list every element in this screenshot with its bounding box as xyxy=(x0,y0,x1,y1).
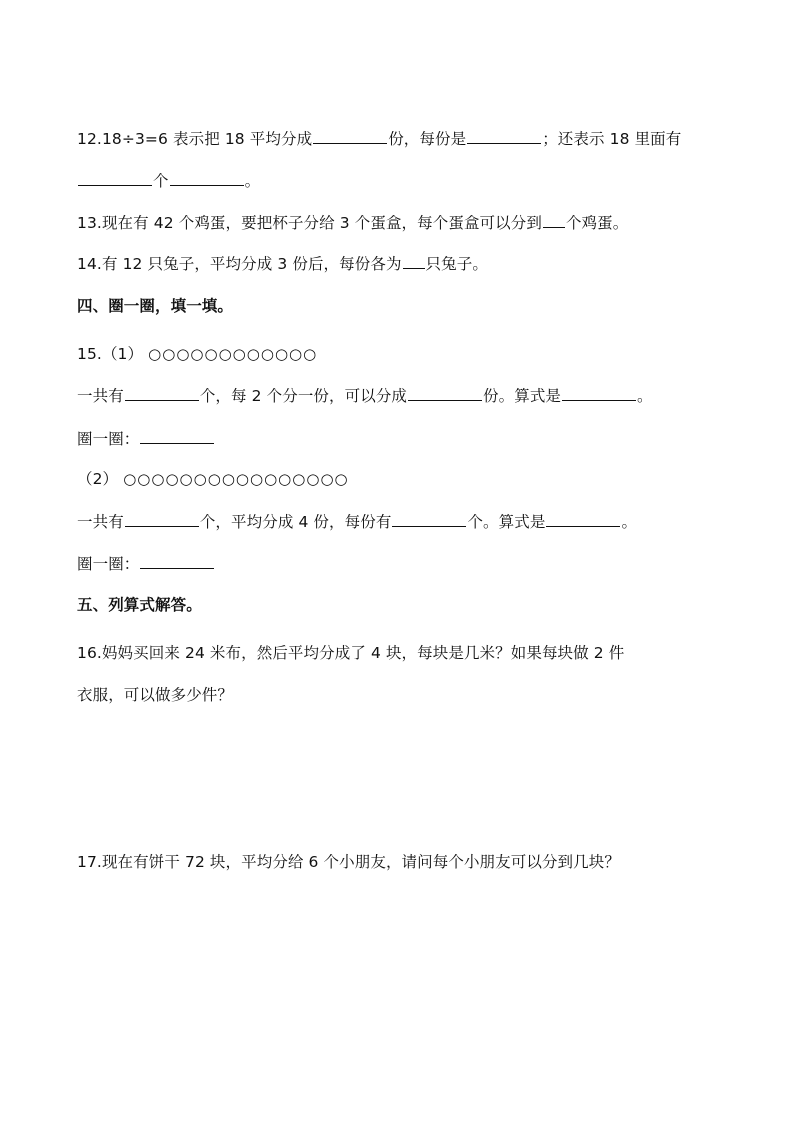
question-15-part-2-circles xyxy=(77,468,734,490)
question-16-line-2: 衣服，可以做多少件？ xyxy=(77,686,234,704)
q15-circles-1: ○○○○○○○○○○○○ xyxy=(148,345,318,363)
question-17: 17.现在有饼干 72 块，平均分给 6 个小朋友，请问每个小朋友可以分到几块？ xyxy=(77,853,620,871)
q12-text-3: ；还表示 18 里面有 xyxy=(542,130,682,148)
question-15-part-1-circle xyxy=(77,428,734,450)
q15-2-blank-3[interactable] xyxy=(546,512,620,527)
question-16-line-1: 16.妈妈买回来 24 米布，然后平均分成了 4 块，每块是几米？如果每块做 2 件 xyxy=(77,644,625,662)
q12-text-4: 个 xyxy=(153,172,169,190)
question-13 xyxy=(77,212,734,234)
q12-text-5: 。 xyxy=(244,172,261,190)
q12-text-2: 份，每份是 xyxy=(388,130,467,148)
question-14 xyxy=(77,253,734,275)
q15-circles-2: ○○○○○○○○○○○○○○○○ xyxy=(123,470,349,488)
q13-blank[interactable] xyxy=(543,213,565,228)
q14-text-2: 只兔子。 xyxy=(425,255,488,273)
q15-2-circle-label: 圈一圈： xyxy=(77,555,140,573)
q15-2-text-c: 个。算式是 xyxy=(467,513,546,531)
question-15-part-2-text xyxy=(77,511,734,533)
q15-2-text-a: 一共有 xyxy=(77,513,124,531)
q15-2-blank-1[interactable] xyxy=(125,512,199,527)
q12-text-1: 12.18÷3=6 表示把 18 平均分成 xyxy=(77,130,313,148)
q15-1-blank-2[interactable] xyxy=(408,386,482,401)
question-12-line-2 xyxy=(77,170,734,192)
q12-blank-1[interactable] xyxy=(313,129,387,144)
q15-2-circle-blank[interactable] xyxy=(140,554,214,569)
q15-2-label: （2） xyxy=(77,470,119,488)
q12-blank-4[interactable] xyxy=(170,171,244,186)
q15-2-text-d: 。 xyxy=(621,513,638,531)
q15-1-circle-blank[interactable] xyxy=(140,429,214,444)
q15-1-circle-label: 圈一圈： xyxy=(77,430,140,448)
q15-1-text-a: 一共有 xyxy=(77,387,124,405)
question-15-part-1-circles xyxy=(77,343,734,365)
question-15-part-2-circle xyxy=(77,553,734,575)
q15-1-text-b: 个，每 2 个分一份，可以分成 xyxy=(199,387,408,405)
q13-text-1: 13.现在有 42 个鸡蛋，要把杯子分给 3 个蛋盒，每个蛋盒可以分到 xyxy=(77,214,542,232)
q12-blank-3[interactable] xyxy=(78,171,152,186)
q12-blank-2[interactable] xyxy=(467,129,541,144)
q14-blank[interactable] xyxy=(403,254,425,269)
q15-label: 15.（1） xyxy=(77,345,144,363)
q15-1-blank-3[interactable] xyxy=(562,386,636,401)
question-12-line-1 xyxy=(77,128,734,150)
question-15-part-1-text xyxy=(77,385,734,407)
q15-1-text-d: 。 xyxy=(637,387,653,405)
q13-text-2: 个鸡蛋。 xyxy=(565,214,629,232)
q15-2-text-b: 个，平均分成 4 份，每份有 xyxy=(199,513,392,531)
q15-2-blank-2[interactable] xyxy=(392,512,466,527)
q15-1-text-c: 份。算式是 xyxy=(483,387,562,405)
q14-text-1: 14.有 12 只兔子，平均分成 3 份后，每份各为 xyxy=(77,255,402,273)
q15-1-blank-1[interactable] xyxy=(125,386,199,401)
section-4-heading: 四、圈一圈，填一填。 xyxy=(77,297,234,315)
section-5-heading: 五、列算式解答。 xyxy=(77,596,202,614)
